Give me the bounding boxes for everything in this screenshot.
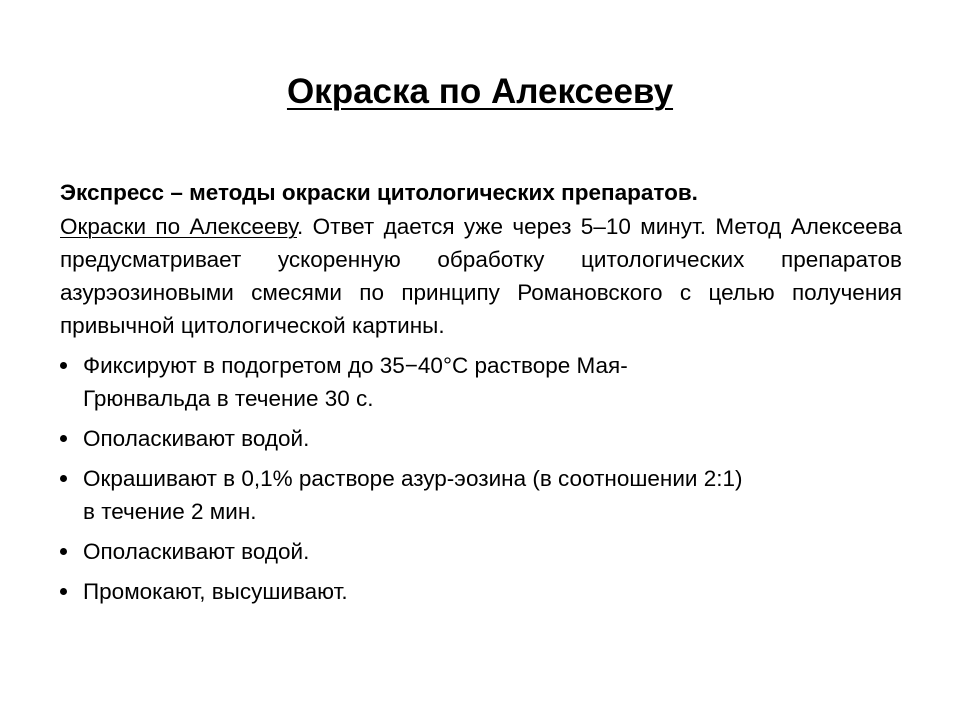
slide-title: [0, 68, 960, 116]
subtitle: Экспресс – методы окраски цитологических препаратов.: [60, 180, 698, 205]
slide-body: [60, 176, 902, 615]
list-item: [60, 422, 902, 455]
list-item: [60, 575, 902, 608]
slide-title-text: Окраска по Алексееву: [286, 72, 674, 111]
list-item-text-continued: в течение 2 мин.: [83, 499, 257, 524]
list-item: [60, 535, 902, 568]
list-item-text: Ополаскивают водой.: [83, 539, 310, 564]
list-item-text: Фиксируют в подогретом до 35−40°С растворе Мая-: [83, 353, 628, 378]
bullet-icon: [60, 548, 67, 555]
description-paragraph: [60, 210, 902, 342]
steps-list: [60, 349, 902, 608]
list-item: [60, 462, 902, 528]
list-item: [60, 349, 902, 415]
list-item-text: Промокают, высушивают.: [83, 579, 348, 604]
bullet-icon: [60, 435, 67, 442]
paragraph-text: . Ответ дается уже через 5–10 минут. Метод Алексеева предусматривает ускоренную обработку цитологических препаратов азурэозиновыми смесями по принципу Романовского с целью получения привычной цитологической картины.: [60, 214, 903, 338]
bullet-icon: [60, 475, 67, 482]
bullet-icon: [60, 588, 67, 595]
list-item-text-continued: Грюнвальда в течение 30 с.: [83, 386, 374, 411]
list-item-text: Ополаскивают водой.: [83, 426, 310, 451]
list-item-text: Окрашивают в 0,1% растворе азур-эозина (в соотношении 2:1): [83, 466, 743, 491]
paragraph-lead: Окраски по Алексееву: [60, 214, 297, 239]
bullet-icon: [60, 362, 67, 369]
